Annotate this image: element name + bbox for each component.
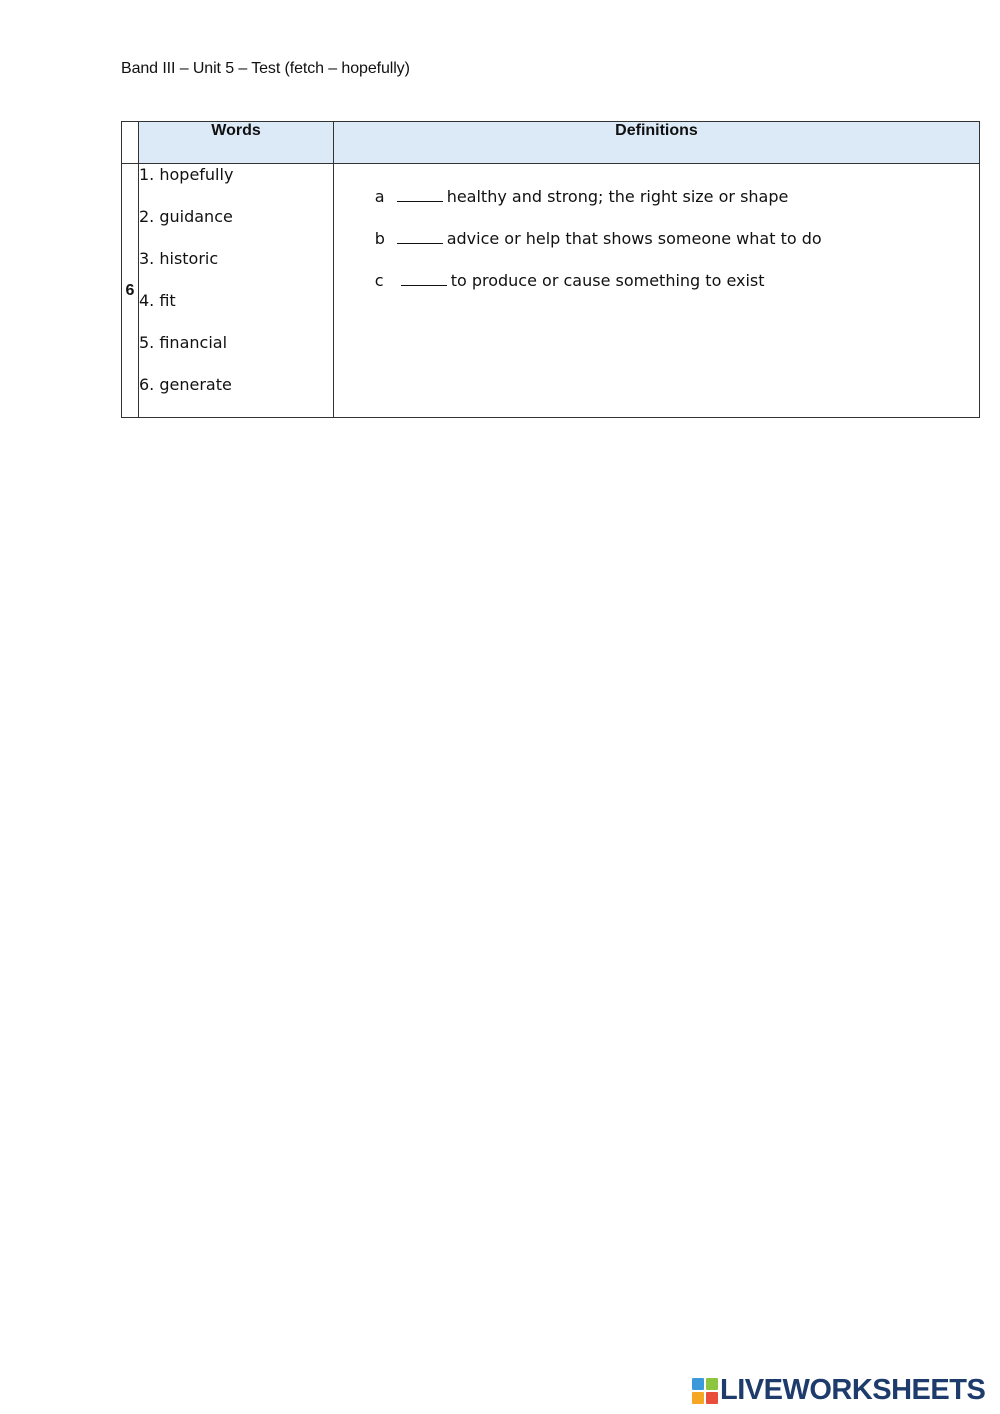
logo-icon (692, 1378, 718, 1404)
definition-text: healthy and strong; the right size or shape (446, 187, 789, 206)
table-row (122, 164, 980, 418)
header-definitions: Definitions (334, 122, 980, 164)
definition-text: to produce or cause something to exist (450, 271, 765, 290)
definition-letter: b (374, 229, 385, 248)
answer-blank[interactable] (397, 186, 443, 202)
logo-square-icon (706, 1392, 718, 1404)
word-item: 2. guidance (139, 207, 233, 226)
document-title: Band III – Unit 5 – Test (fetch – hopefully) (121, 60, 410, 77)
definition-text: advice or help that shows someone what to do (446, 229, 822, 248)
answer-blank[interactable] (397, 228, 443, 244)
header-blank (122, 122, 139, 164)
words-cell (139, 164, 334, 418)
matching-table (121, 121, 980, 418)
header-words: Words (139, 122, 334, 164)
definition-letter: a (374, 187, 385, 206)
definition-item (334, 206, 979, 248)
word-item: 3. historic (139, 249, 219, 268)
logo-square-icon (692, 1392, 704, 1404)
definition-letter: c (374, 271, 384, 290)
definition-item (334, 164, 979, 206)
header-row (122, 122, 980, 164)
word-item: 4. fit (139, 291, 176, 310)
liveworksheets-logo (692, 1374, 985, 1407)
answer-blank[interactable] (401, 270, 447, 286)
word-item: 1. hopefully (139, 165, 234, 184)
word-item: 6. generate (139, 375, 232, 394)
row-number: 6 (122, 164, 139, 418)
word-item: 5. financial (139, 333, 228, 352)
logo-square-icon (692, 1378, 704, 1390)
definitions-cell (334, 164, 980, 418)
logo-text: LIVEWORKSHEETS (720, 1374, 986, 1406)
logo-square-icon (706, 1378, 718, 1390)
definition-item (334, 248, 979, 290)
